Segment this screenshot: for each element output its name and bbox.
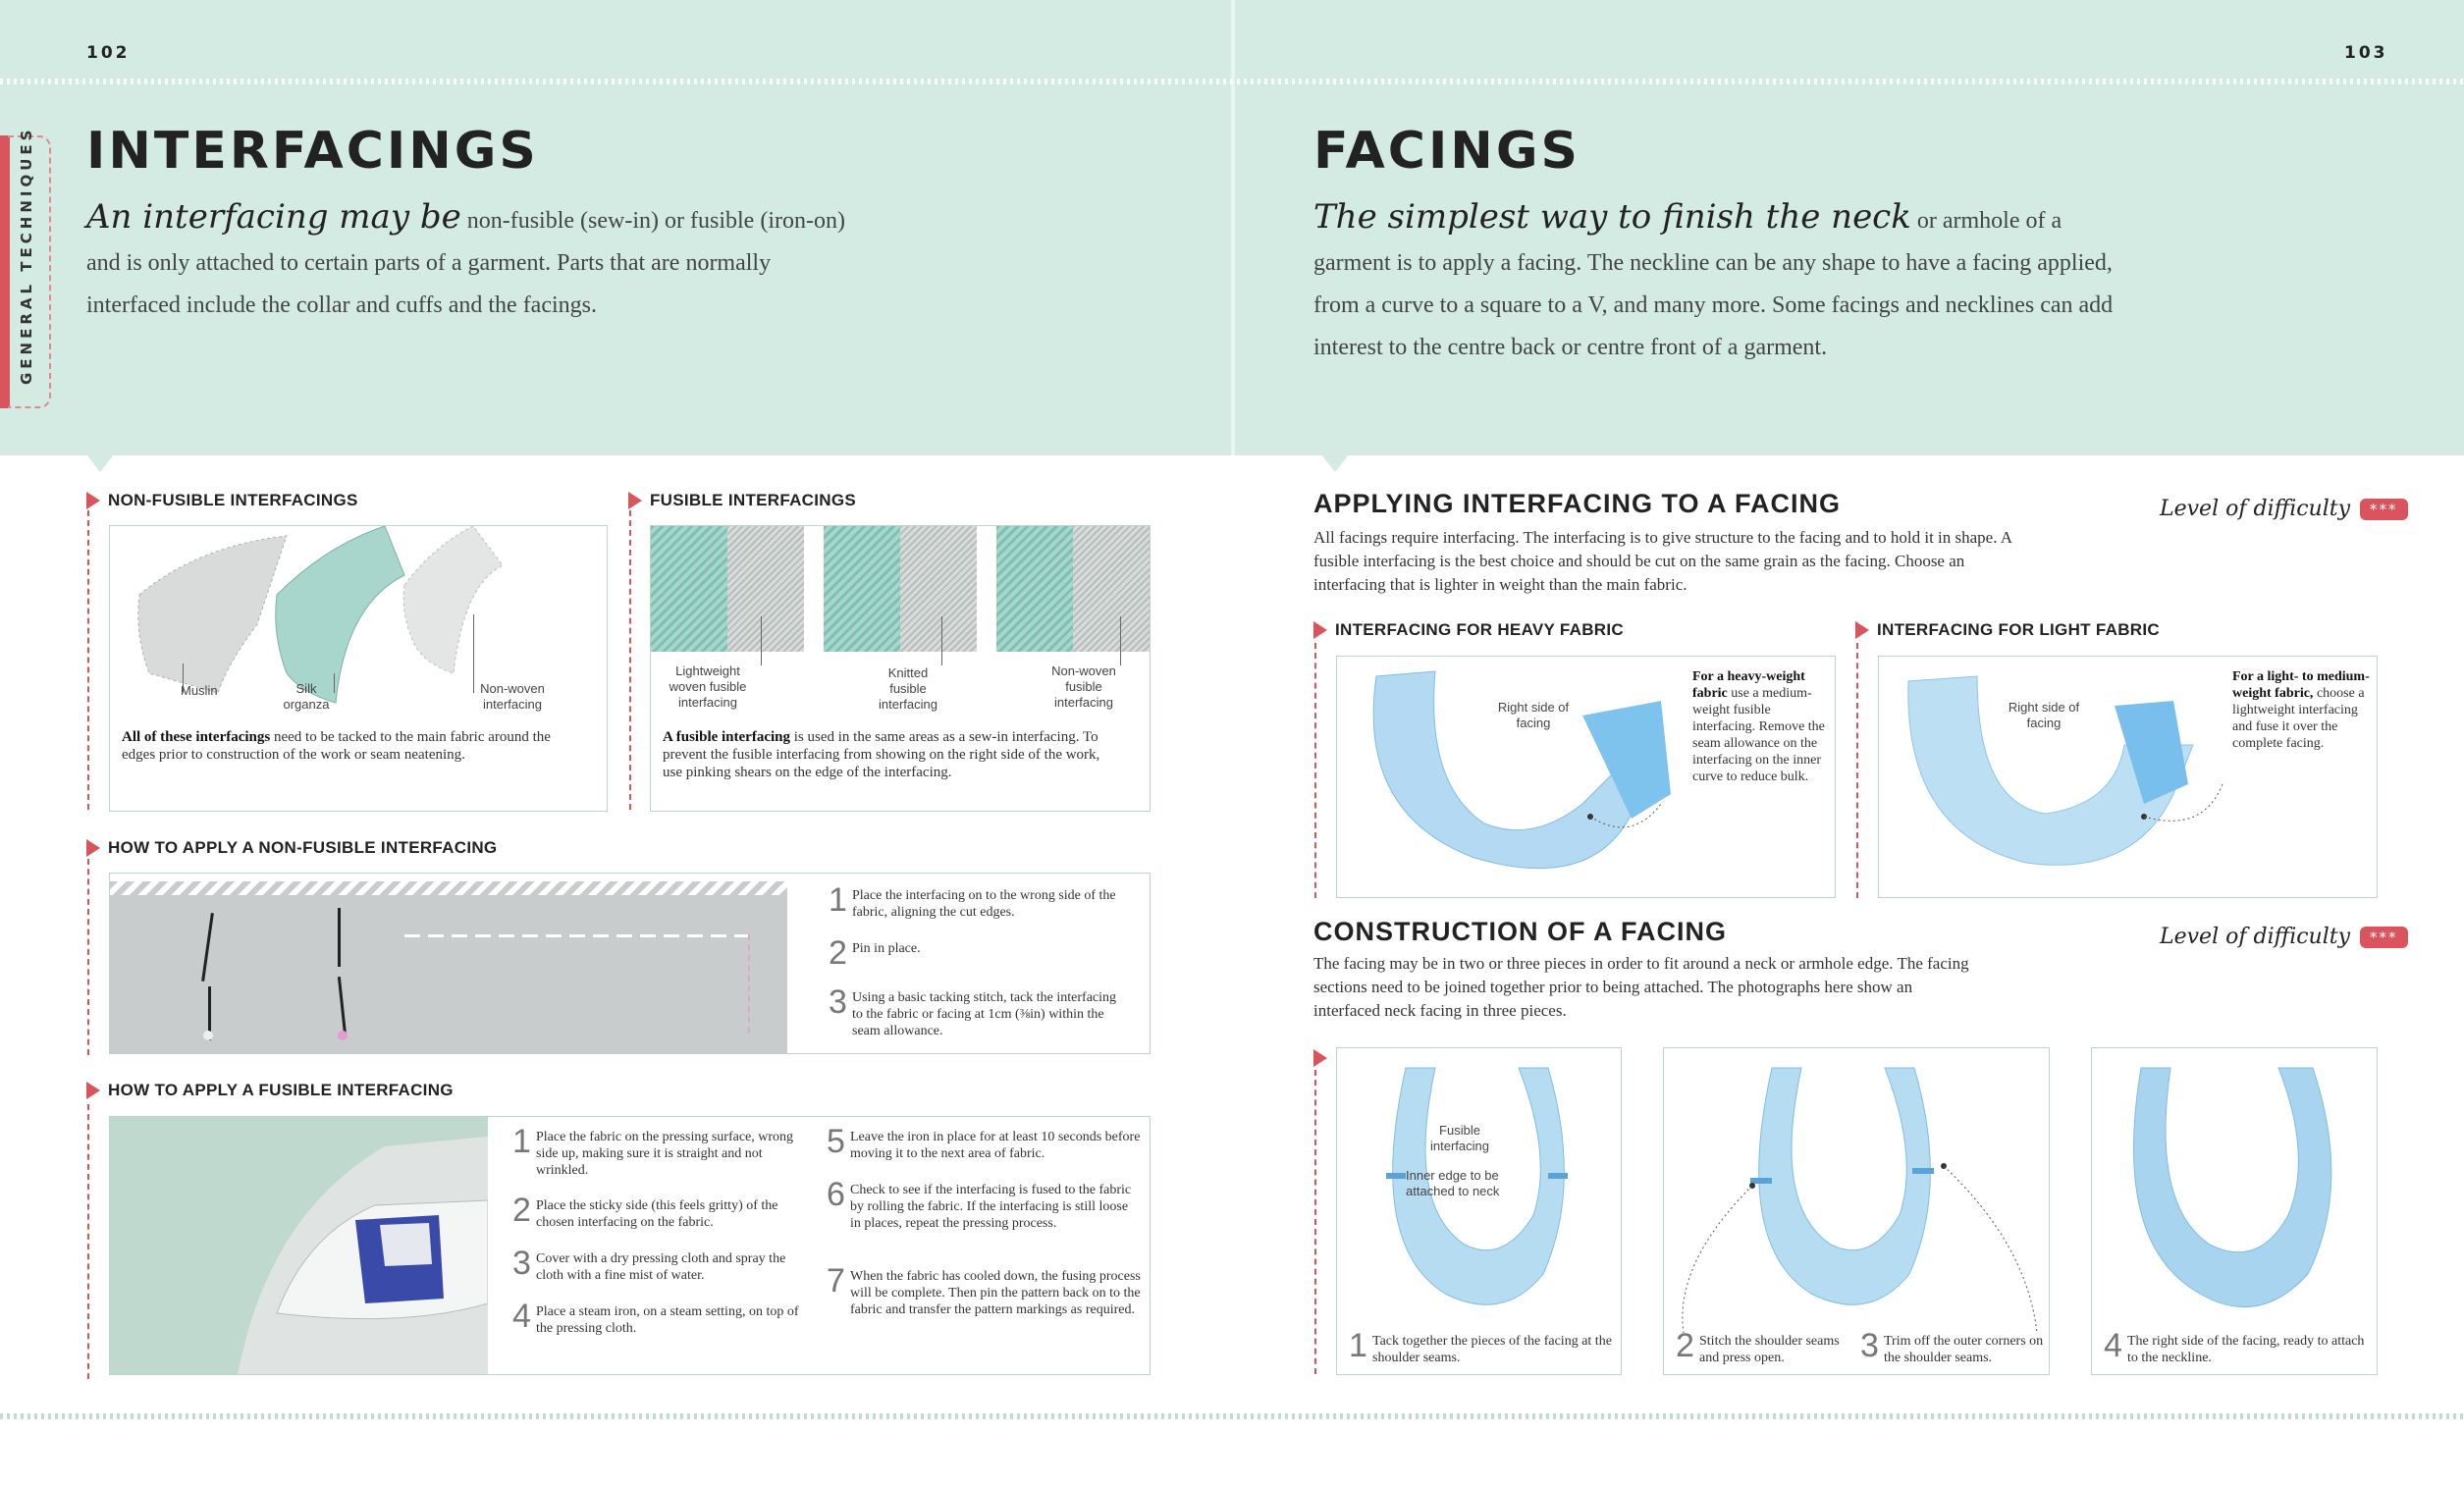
construction-step-4: [2104, 1327, 2369, 1366]
step-text: Leave the iron in place for at least 10 seconds before moving it to the next area of fabric.: [850, 1130, 1141, 1161]
step-3: [829, 983, 1123, 1039]
section-marker: [1313, 621, 1327, 639]
body-applying: All facings require interfacing. The interfacing is to give structure to the facing and to hold it in shape. A fusible interfacing is the best choice and should be cut on the same grain as the facing. Choose an interfacing that is lighter in weight than the main fabric.: [1313, 528, 2012, 594]
intro-script-interfacings: An interfacing may be: [86, 197, 461, 237]
construction-step-1: [1349, 1327, 1614, 1366]
swatch-knitted: [824, 526, 900, 652]
label-right-side-heavy: Right side of facing: [1497, 700, 1570, 730]
step-text: Place a steam iron, on a steam setting, on top of the pressing cloth.: [536, 1304, 799, 1336]
note-text: choose a lightweight interfacing and fuse it over the complete facing.: [2232, 686, 2365, 751]
panel-construction-step-4: [2091, 1047, 2378, 1375]
body-fusible: [663, 728, 1114, 781]
step-number: 1: [512, 1123, 531, 1160]
step-number: 1: [1349, 1327, 1367, 1364]
heading-apply-fusible: HOW TO APPLY A FUSIBLE INTERFACING: [108, 1081, 454, 1099]
body-text: need to be tacked to the main fabric around the edges prior to construction of the work or seam neatening.: [122, 729, 551, 763]
label-right-side-light: Right side of facing: [2008, 700, 2080, 730]
step-text: Stitch the shoulder seams and press open.: [1699, 1334, 1840, 1365]
step-2: [829, 934, 1123, 972]
step-5: [827, 1123, 1141, 1162]
facing-finished-image: [2092, 1048, 2378, 1375]
panel-non-fusible: [109, 525, 608, 812]
note-bold: For a heavy-weight fabric: [1692, 669, 1805, 701]
section-marker: [86, 839, 100, 857]
panel-apply-fusible: [109, 1116, 1151, 1375]
dashed-guide: [87, 1104, 89, 1379]
construction-step-3: [1860, 1327, 2047, 1366]
step-text: Trim off the outer corners on the shoulder seams.: [1884, 1334, 2044, 1365]
step-text: The right side of the facing, ready to attach to the neckline.: [2127, 1334, 2365, 1365]
dashed-guide: [87, 859, 89, 1055]
step-6: [827, 1176, 1141, 1232]
body-bold: All of these interfacings: [122, 729, 271, 745]
panel-fusible: [650, 525, 1151, 812]
step-number: 7: [827, 1262, 845, 1300]
section-marker: [86, 1082, 100, 1099]
non-fusible-swatches-image: [110, 526, 608, 812]
label-fusible-interfacing: Fusible interfacing: [1430, 1123, 1489, 1153]
iron-image: [110, 1117, 488, 1375]
facing-pieces-image-1: [1337, 1048, 1622, 1375]
swatch-non-woven-fabric: [1073, 526, 1151, 652]
label-lightweight-woven: Lightweight woven fusible interfacing: [669, 663, 747, 710]
step-number: 2: [512, 1192, 531, 1229]
label-muslin: Muslin: [181, 683, 218, 698]
section-marker: [628, 492, 642, 509]
step-text: Place the fabric on the pressing surface, wrong side up, making sure it is straight and not wrinkled.: [536, 1130, 794, 1178]
side-tab-label: GENERAL TECHNIQUES: [18, 126, 35, 385]
step-4: [512, 1298, 807, 1337]
step-number: 3: [1860, 1327, 1879, 1364]
panel-heavy-fabric: [1336, 656, 1836, 898]
heading-apply-non-fusible: HOW TO APPLY A NON-FUSIBLE INTERFACING: [108, 838, 498, 857]
step-text: Cover with a dry pressing cloth and spray the cloth with a fine mist of water.: [536, 1251, 786, 1283]
dotted-rule-bottom: [0, 1413, 2464, 1419]
difficulty-label: Level of difficulty: [2160, 925, 2351, 949]
band-notch-right: [1321, 454, 1349, 472]
heading-non-fusible: NON-FUSIBLE INTERFACINGS: [108, 491, 358, 509]
construction-step-2: [1676, 1327, 1852, 1366]
label-leader: [761, 616, 762, 665]
step-number: 4: [512, 1298, 531, 1335]
panel-construction-step-2-3: [1663, 1047, 2050, 1375]
pin: [338, 908, 341, 967]
step-number: 2: [829, 934, 847, 972]
panel-construction-step-1: [1336, 1047, 1622, 1375]
swatch-knitted-fabric: [900, 526, 977, 652]
difficulty-badge: ***: [2360, 927, 2408, 948]
body-non-fusible: [122, 728, 554, 764]
body-text: is used in the same areas as a sew-in interfacing. To prevent the fusible interfacing from showing on the right side of the work, use pinking shears on the edge of the interfacing.: [663, 729, 1100, 780]
heading-applying-interfacing: APPLYING INTERFACING TO A FACING: [1313, 489, 1842, 518]
step-number: 3: [512, 1245, 531, 1282]
page-number-left: 102: [86, 43, 131, 63]
body-bold: A fusible interfacing: [663, 729, 790, 745]
step-2: [512, 1192, 807, 1231]
section-marker: [1855, 621, 1869, 639]
dashed-guide: [1856, 643, 1858, 898]
heading-fusible: FUSIBLE INTERFACINGS: [650, 491, 857, 509]
step-text: Place the interfacing on to the wrong side of the fabric, aligning the cut edges.: [852, 888, 1116, 920]
swatch-woven-fabric: [727, 526, 804, 652]
note-heavy: [1692, 668, 1830, 785]
tacking-stitches-pink: [748, 934, 751, 1033]
step-text: When the fabric has cooled down, the fusing process will be complete. Then pin the pattern back on to the fabric and transfer the pattern markings as required.: [850, 1269, 1141, 1317]
intro-interfacings: [86, 196, 862, 327]
step-text: Tack together the pieces of the facing at the shoulder seams.: [1372, 1334, 1612, 1365]
step-7: [827, 1262, 1141, 1318]
step-3: [512, 1245, 807, 1284]
note-light: [2232, 668, 2370, 752]
page-title-facings: FACINGS: [1313, 122, 1580, 181]
dotted-rule-top: [0, 79, 2464, 84]
difficulty-label: Level of difficulty: [2160, 497, 2351, 521]
step-1: [512, 1123, 807, 1179]
note-bold: For a light- to medium-weight fabric,: [2232, 669, 2370, 701]
label-silk-organza: Silk organza: [283, 681, 330, 712]
page-title-interfacings: INTERFACINGS: [86, 122, 539, 181]
page-number-right: 103: [2344, 43, 2388, 63]
intro-script-facings: The simplest way to finish the neck: [1313, 197, 1911, 237]
step-1: [829, 881, 1123, 921]
heading-construction: CONSTRUCTION OF A FACING: [1313, 917, 1727, 946]
section-marker: [1313, 1049, 1327, 1067]
swatch-woven: [651, 526, 727, 652]
dashed-guide: [629, 510, 631, 810]
heading-heavy-fabric: INTERFACING FOR HEAVY FABRIC: [1335, 620, 1624, 639]
tacking-stitches: [404, 934, 748, 937]
facing-pieces-image-2: [1664, 1048, 2050, 1375]
step-number: 5: [827, 1123, 845, 1160]
step-number: 1: [829, 881, 847, 919]
intro-facings: [1313, 196, 2128, 369]
step-number: 4: [2104, 1327, 2122, 1364]
intro-text-facings: or armhole of a garment is to apply a facing. The neckline can be any shape to have a facing applied, from a curve to a square to a V, and many more. Some facings and necklines can add interest to the centre back or centre front of a garment.: [1313, 208, 2114, 360]
difficulty-applying: [2160, 497, 2408, 521]
section-marker: [86, 492, 100, 509]
panel-apply-non-fusible: [109, 873, 1151, 1054]
step-number: 6: [827, 1176, 845, 1213]
difficulty-construction: [2160, 925, 2408, 949]
body-construction: The facing may be in two or three pieces in order to fit around a neck or armhole edge. The facing sections need to be joined together prior to being attached. The photographs here show an interfaced neck facing in three pieces.: [1313, 954, 1969, 1020]
heading-light-fabric: INTERFACING FOR LIGHT FABRIC: [1877, 620, 2160, 639]
step-number: 2: [1676, 1327, 1694, 1364]
band-notch-left: [86, 454, 114, 472]
dashed-guide: [1314, 1070, 1316, 1374]
label-knitted: Knitted fusible interfacing: [879, 665, 937, 712]
step-text: Place the sticky side (this feels gritty) of the chosen interfacing on the fabric.: [536, 1198, 778, 1230]
dashed-guide: [1314, 643, 1316, 898]
step-text: Check to see if the interfacing is fused to the fabric by rolling the fabric. If the interfacing is still loose in places, repeat the pressing process.: [850, 1183, 1132, 1231]
difficulty-badge: ***: [2360, 499, 2408, 520]
swatch-non-woven: [996, 526, 1073, 652]
label-leader: [1120, 616, 1121, 665]
page-gutter: [1231, 0, 1235, 455]
pinked-edge: [110, 881, 787, 895]
step-text: Pin in place.: [852, 941, 921, 956]
intro-text-interfacings: non-fusible (sew-in) or fusible (iron-on) and is only attached to certain parts of a garment. Parts that are normally interfaced include the collar and cuffs and the facings.: [86, 208, 845, 318]
step-number: 3: [829, 983, 847, 1021]
label-inner-edge: Inner edge to be attached to neck: [1406, 1168, 1500, 1198]
pin-head: [203, 1031, 213, 1040]
step-text: Using a basic tacking stitch, tack the interfacing to the fabric or facing at 1cm (⅜in) within the seam allowance.: [852, 990, 1117, 1038]
label-non-woven-fusible: Non-woven fusible interfacing: [1051, 663, 1116, 710]
panel-light-fabric: [1878, 656, 2378, 898]
note-text: use a medium-weight fusible interfacing. Remove the seam allowance on the interfacing on the inner curve to reduce bulk.: [1692, 686, 1825, 784]
label-non-woven: Non-woven interfacing: [480, 681, 545, 712]
label-leader: [941, 616, 942, 665]
pin-head: [338, 1031, 348, 1040]
dashed-guide: [87, 510, 89, 810]
